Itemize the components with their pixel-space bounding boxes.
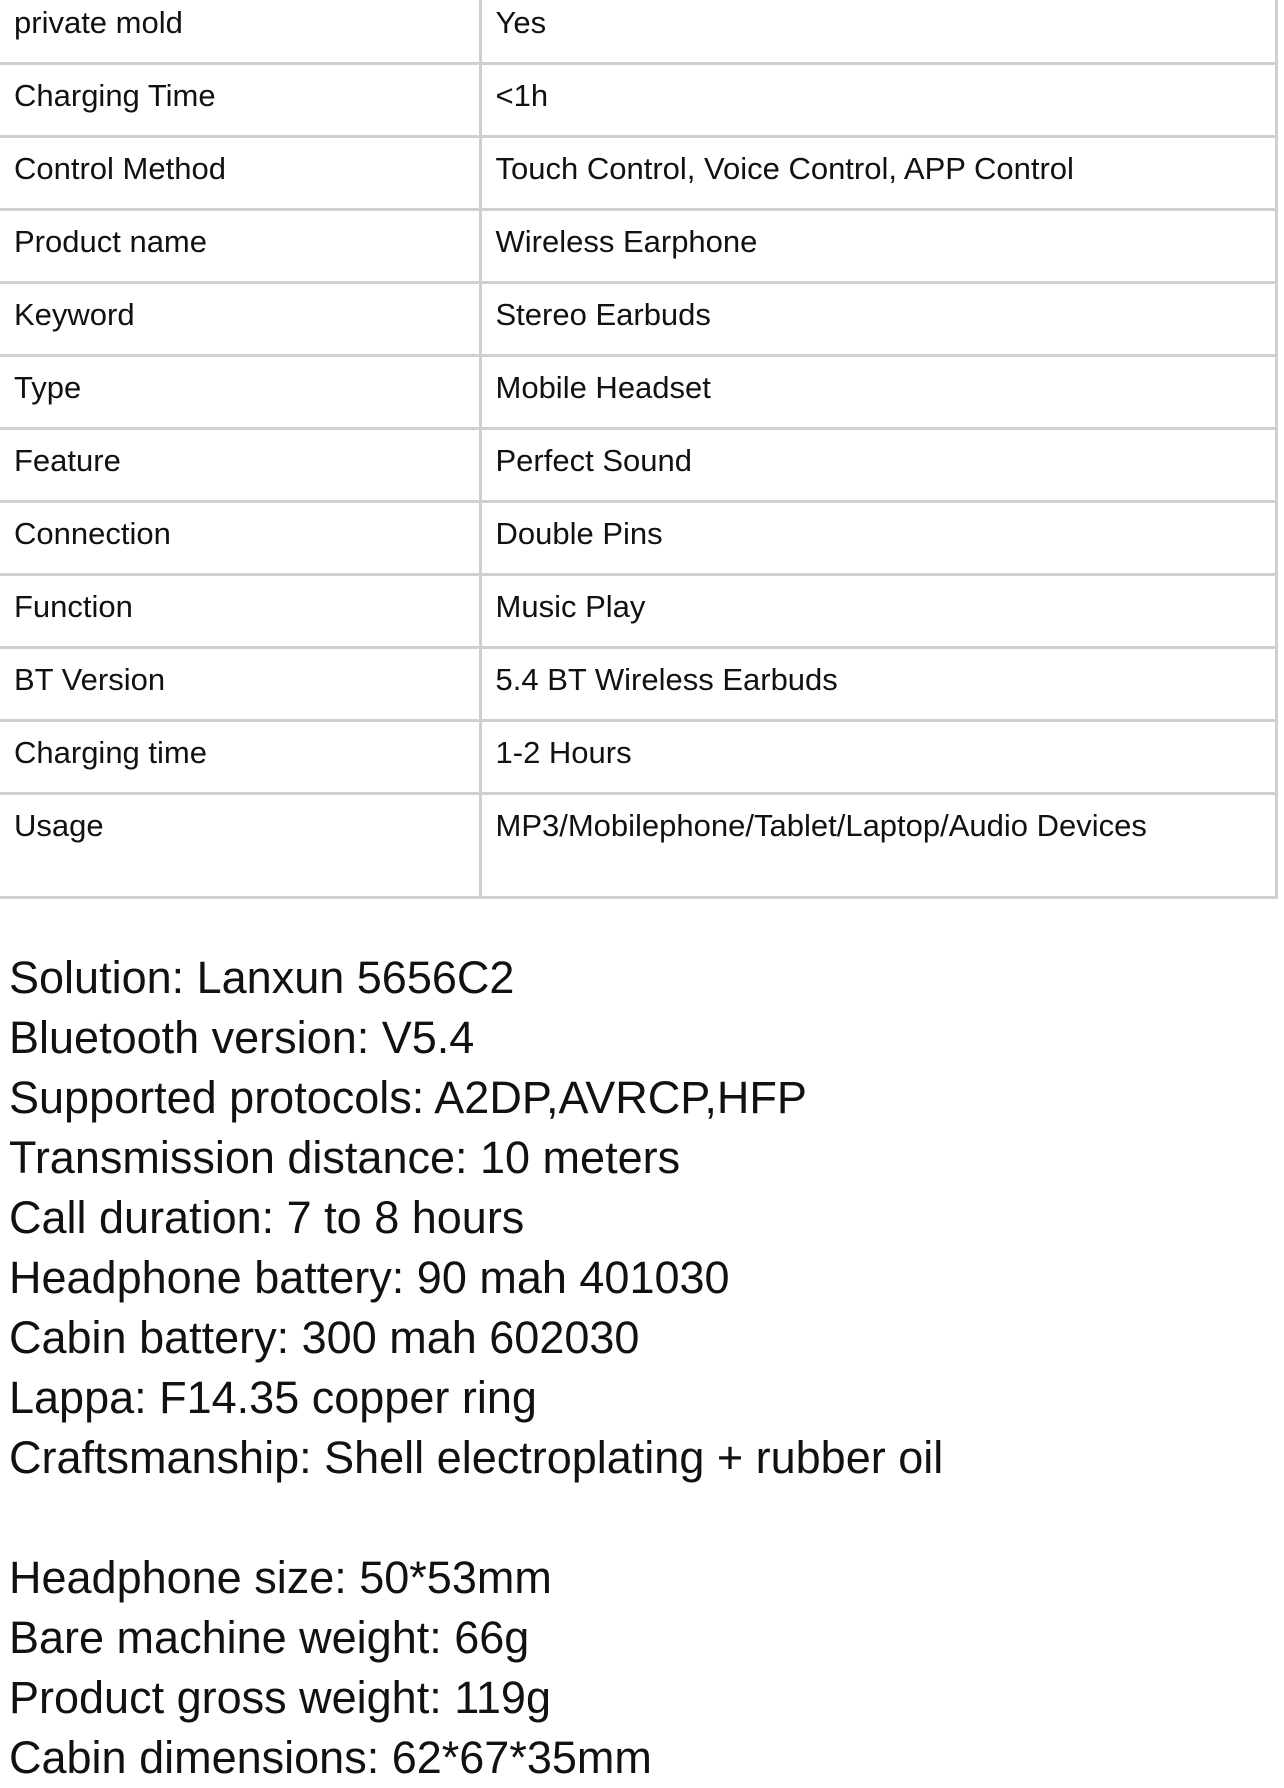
spec-value: 5.4 BT Wireless Earbuds xyxy=(480,648,1277,721)
table-row xyxy=(0,575,1277,648)
note-line: Headphone battery: 90 mah 401030 xyxy=(9,1252,730,1303)
spec-key: Usage xyxy=(0,794,480,898)
note-line: Bare machine weight: 66g xyxy=(9,1612,530,1663)
notes-group-specs xyxy=(9,948,943,1488)
table-row xyxy=(0,648,1277,721)
note-line: Product gross weight: 119g xyxy=(9,1672,551,1723)
spec-value: 1-2 Hours xyxy=(480,721,1277,794)
spec-value: Perfect Sound xyxy=(480,429,1277,502)
note-line: Lappa: F14.35 copper ring xyxy=(9,1372,537,1423)
note-line: Cabin battery: 300 mah 602030 xyxy=(9,1312,640,1363)
spec-key: Type xyxy=(0,356,480,429)
spec-notes xyxy=(9,948,943,1788)
note-line: Cabin dimensions: 62*67*35mm xyxy=(9,1732,652,1783)
table-row xyxy=(0,210,1277,283)
note-line: Solution: Lanxun 5656C2 xyxy=(9,952,515,1003)
spec-value: Touch Control, Voice Control, APP Control xyxy=(480,137,1277,210)
table-row xyxy=(0,0,1277,64)
table-row xyxy=(0,356,1277,429)
spec-value: Double Pins xyxy=(480,502,1277,575)
spec-key: Connection xyxy=(0,502,480,575)
table-row xyxy=(0,502,1277,575)
table-row xyxy=(0,283,1277,356)
spec-key: Product name xyxy=(0,210,480,283)
spacer xyxy=(9,1488,943,1548)
spec-key: Charging time xyxy=(0,721,480,794)
spec-value: <1h xyxy=(480,64,1277,137)
spec-value: MP3/Mobilephone/Tablet/Laptop/Audio Devices xyxy=(480,794,1277,898)
note-line: Supported protocols: A2DP,AVRCP,HFP xyxy=(9,1072,807,1123)
note-line: Bluetooth version: V5.4 xyxy=(9,1012,475,1063)
note-line: Craftsmanship: Shell electroplating + rubber oil xyxy=(9,1432,944,1483)
table-row xyxy=(0,64,1277,137)
spec-value: Yes xyxy=(480,0,1277,64)
note-line: Headphone size: 50*53mm xyxy=(9,1552,552,1603)
spec-key: Function xyxy=(0,575,480,648)
spec-key: Keyword xyxy=(0,283,480,356)
note-line: Call duration: 7 to 8 hours xyxy=(9,1192,525,1243)
notes-group-dimensions xyxy=(9,1548,943,1788)
spec-key: Charging Time xyxy=(0,64,480,137)
table-row xyxy=(0,721,1277,794)
spec-value: Mobile Headset xyxy=(480,356,1277,429)
spec-key: BT Version xyxy=(0,648,480,721)
table-row xyxy=(0,429,1277,502)
spec-key: private mold xyxy=(0,0,480,64)
spec-value: Wireless Earphone xyxy=(480,210,1277,283)
spec-key: Control Method xyxy=(0,137,480,210)
note-line: Transmission distance: 10 meters xyxy=(9,1132,681,1183)
spec-key: Feature xyxy=(0,429,480,502)
spec-value: Music Play xyxy=(480,575,1277,648)
spec-value: Stereo Earbuds xyxy=(480,283,1277,356)
table-row xyxy=(0,137,1277,210)
table-row xyxy=(0,794,1277,898)
